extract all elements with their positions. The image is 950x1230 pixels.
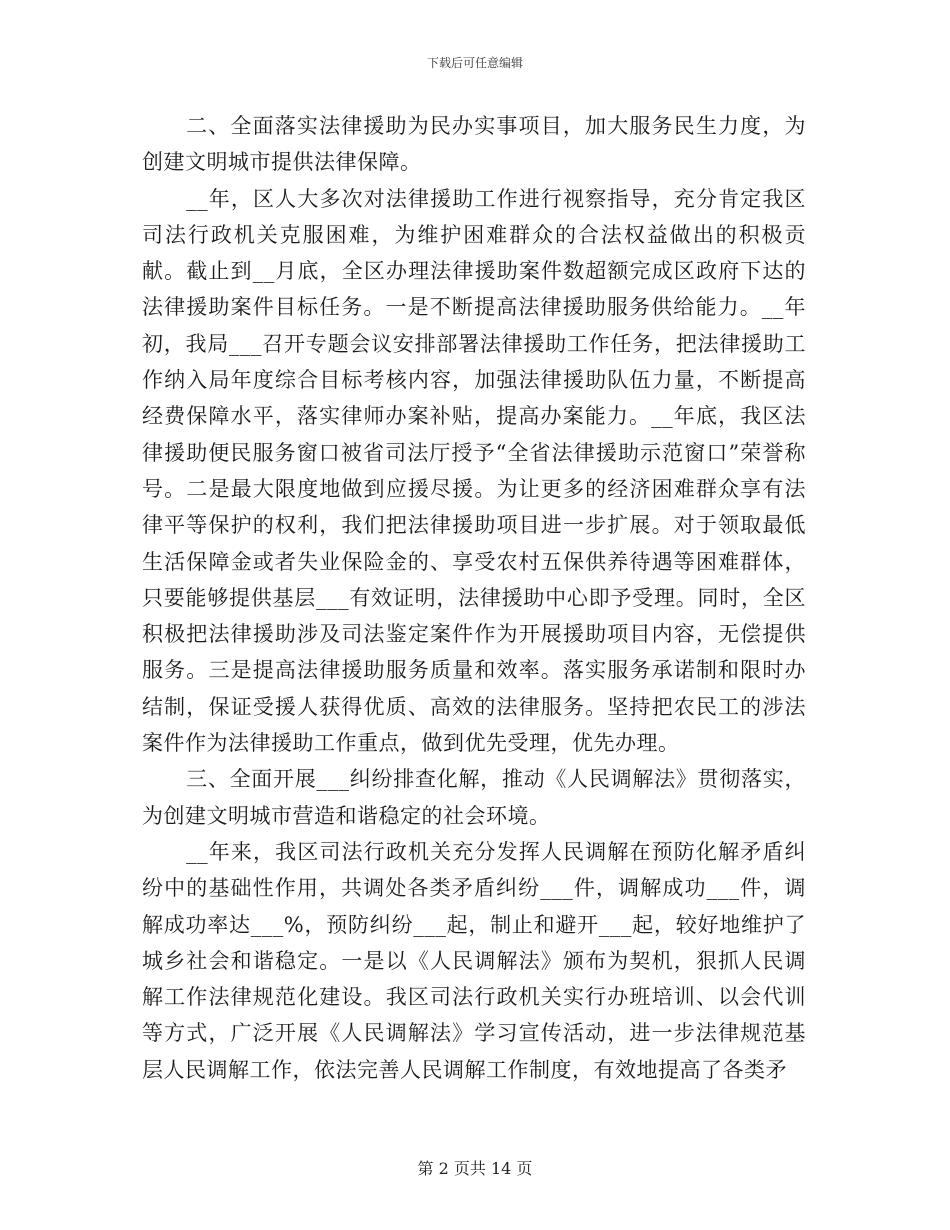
section-heading-legal-aid: 二、全面落实法律援助为民办实事项目，加大服务民生力度，为创建文明城市提供法律保障。	[142, 114, 806, 175]
document-body	[142, 108, 806, 1088]
paragraph-legal-aid-work: __年，区人大多次对法律援助工作进行视察指导，充分肯定我区司法行政机关克服困难，为维护困难群众的合法权益做出的积极贡献。截止到__月底，全区办理法律援助案件数超额完成区政府下达的法律援助案件目标任务。一是不断提高法律援助服务供给能力。__年初，我局___召开专题会议安排部署法律援助工作任务，把法律援助工作纳入局年度综合目标考核内容，加强法律援助队伍力量，不断提高经费保障水平，落实律师办案补贴，提高办案能力。__年底，我区法律援助便民服务窗口被省司法厅授予“全省法律援助示范窗口”荣誉称号。二是最大限度地做到应援尽援。为让更多的经济困难群众享有法律平等保护的权利，我们把法律援助项目进一步扩展。对于领取最低生活保障金或者失业保险金的、享受农村五保供养待遇等困难群体，只要能够提供基层___有效证明，法律援助中心即予受理。同时，全区积极把法律援助涉及司法鉴定案件作为开展援助项目内容，无偿提供服务。三是提高法律援助服务质量和效率。落实服务承诺制和限时办结制，保证受援人获得优质、高效的法律服务。坚持把农民工的涉法案件作为法律援助工作重点，做到优先受理，优先办理。	[142, 186, 806, 756]
page-number: 第 2 页共 14 页	[417, 1159, 533, 1178]
paragraph-mediation-work: __年来，我区司法行政机关充分发挥人民调解在预防化解矛盾纠纷中的基础性作用，共调处各类矛盾纠纷___件，调解成功___件，调解成功率达___%，预防纠纷___起，制止和避开___起，较好地维护了城乡社会和谐稳定。一是以《人民调解法》颁布为契机，狠抓人民调解工作法律规范化建设。我区司法行政机关实行办班培训、以会代训等方式，广泛开展《人民调解法》学习宣传活动，进一步法律规范基层人民调解工作，依法完善人民调解工作制度，有效地提高了各类矛	[142, 839, 806, 1082]
section-heading-mediation: 三、全面开展___纠纷排查化解，推动《人民调解法》贯彻落实，为创建文明城市营造和谐稳定的社会环境。	[142, 767, 806, 828]
page-header: 下载后可任意编辑	[426, 56, 523, 70]
